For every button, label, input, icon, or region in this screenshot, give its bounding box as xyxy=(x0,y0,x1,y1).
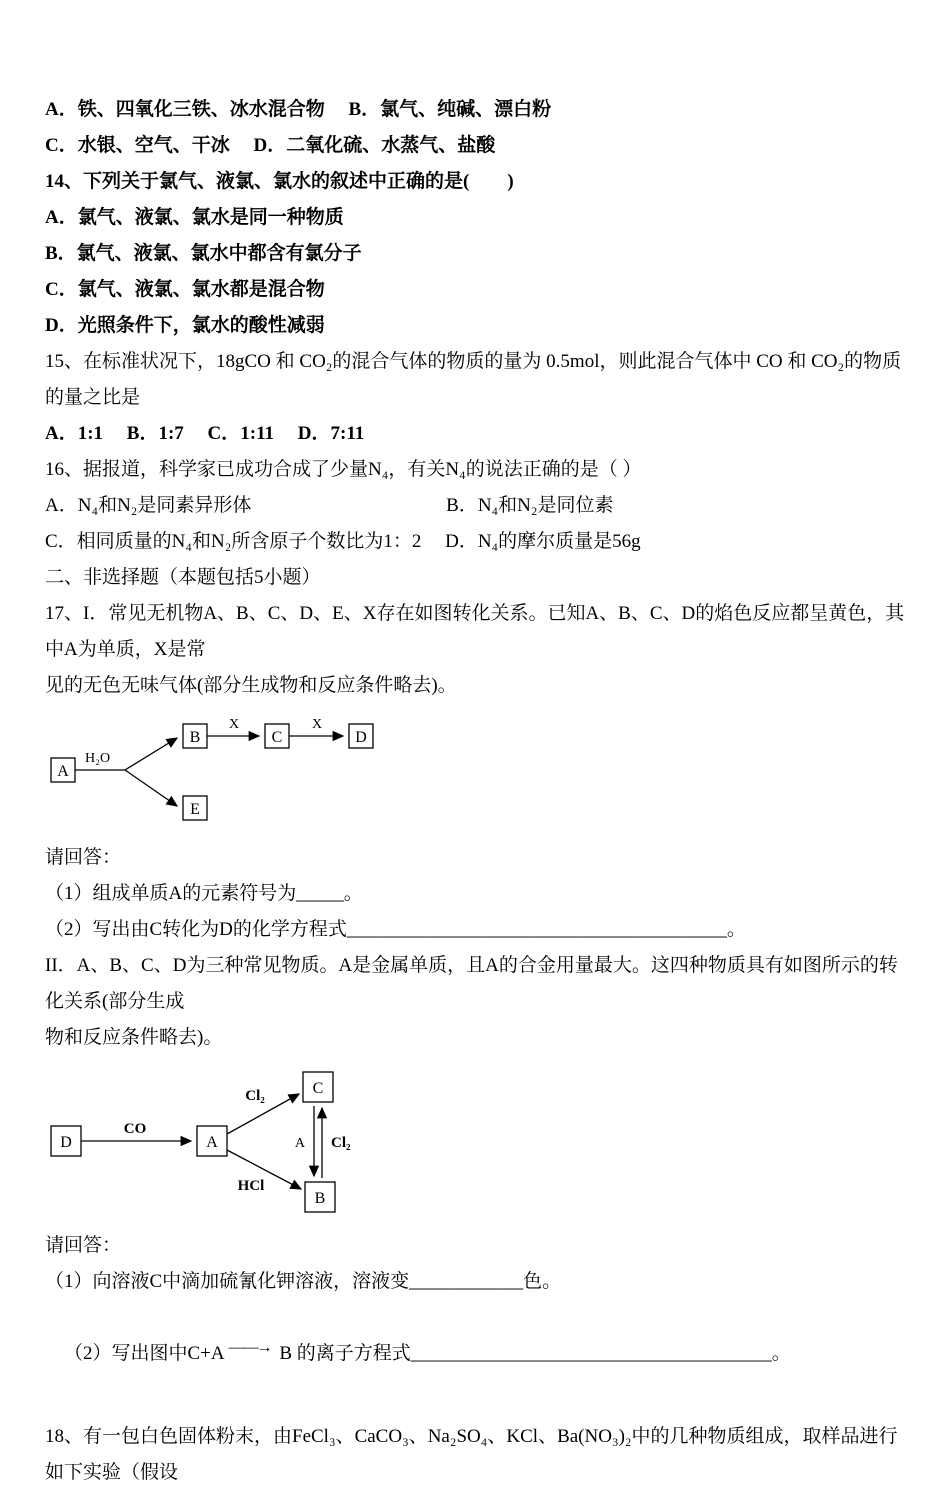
diagram-17-i xyxy=(45,712,912,834)
options-16-cd: C．相同质量的N₄和N₂所含原子个数比为1：2 D．N₄的摩尔质量是56g xyxy=(45,531,641,552)
q17-ii-2-prefix: （2）写出图中C+A xyxy=(64,1343,225,1364)
options-16-ab: A．N₄和N₂是同素异形体 B．N₄和N₂是同位素 xyxy=(45,495,614,516)
options-15: A．1:1 B．1:7 C．1:11 D．7:11 xyxy=(45,423,365,444)
option-14-b: B．氯气、液氯、氯水中都含有氯分子 xyxy=(45,243,362,264)
options-13-ab: A．铁、四氧化三铁、冰水混合物 B．氯气、纯碱、漂白粉 xyxy=(45,99,552,120)
question-15-stem: 15、在标准状况下，18gCO 和 CO₂的混合气体的物质的量为 0.5mol，则此混合气体中 CO 和 CO₂的物质的量之比是 xyxy=(45,351,902,408)
question-16-stem: 16、据报道，科学家已成功合成了少量N₄，有关N₄的说法正确的是（ ） xyxy=(45,459,642,480)
q17-ii-blank-1: （1）向溶液C中滴加硫氰化钾溶液，溶液变____________色。 xyxy=(45,1271,562,1292)
option-14-c: C．氯气、液氯、氯水都是混合物 xyxy=(45,279,325,300)
label-cl2-top: Cl₂ xyxy=(245,1088,265,1104)
question-17-ii-stem-1: II．A、B、C、D为三种常见物质。A是金属单质，且A的合金用量最大。这四种物质具有如图所示的转化关系(部分生成 xyxy=(45,955,898,1012)
box-c-label: C xyxy=(271,729,283,746)
arrow-to-e xyxy=(125,770,177,806)
arrow-to-b xyxy=(125,738,177,770)
box-e-label: E xyxy=(190,801,200,818)
q17-i-blank-2: （2）写出由C转化为D的化学方程式________________________________________。 xyxy=(45,919,746,940)
q17-i-answer-prompt: 请回答： xyxy=(45,847,122,868)
question-17-ii-stem-2: 物和反应条件略去)。 xyxy=(45,1027,223,1048)
q17-ii-answer-prompt: 请回答： xyxy=(45,1235,122,1256)
box-d2-label: D xyxy=(60,1134,72,1151)
label-h2o: H₂O xyxy=(85,751,111,766)
box-b2-label: B xyxy=(314,1190,326,1207)
q17-ii-2-suffix: B 的离子方程式______________________________________。 xyxy=(274,1343,791,1364)
reaction-arrow: ——→ xyxy=(228,1339,271,1356)
label-x1: X xyxy=(228,717,240,732)
box-a-label: A xyxy=(57,763,69,780)
option-14-d: D．光照条件下，氯水的酸性减弱 xyxy=(45,315,325,336)
question-14-stem: 14、下列关于氯气、液氯、氯水的叙述中正确的是( ) xyxy=(45,171,514,192)
question-18-stem: 18、有一包白色固体粉末，由FeCl₃、CaCO₃、Na₂SO₄、KCl、Ba(NO₃)₂中的几种物质组成，取样品进行如下实验（假设 xyxy=(45,1426,898,1483)
label-co: CO xyxy=(123,1121,147,1137)
label-hcl: HCl xyxy=(237,1178,265,1194)
section-2-heading: 二、非选择题（本题包括5小题） xyxy=(45,567,321,588)
question-17-i-stem-2: 见的无色无味气体(部分生成物和反应条件略去)。 xyxy=(45,675,457,696)
question-17-i-stem-1: 17、I．常见无机物A、B、C、D、E、X存在如图转化关系。已知A、B、C、D的焰色反应都呈黄色，其中A为单质，X是常 xyxy=(45,603,905,660)
label-x2: X xyxy=(311,717,323,732)
label-a-mid: A xyxy=(294,1136,305,1151)
box-b-label: B xyxy=(189,729,201,746)
box-a2-label: A xyxy=(206,1134,218,1151)
label-cl2-right: Cl₂ xyxy=(331,1135,351,1151)
q17-i-blank-1: （1）组成单质A的元素符号为_____。 xyxy=(45,883,363,904)
box-d-label: D xyxy=(355,729,367,746)
diagram-17-ii xyxy=(45,1064,912,1222)
q17-ii-blank-2 xyxy=(45,1300,912,1409)
box-c2-label: C xyxy=(312,1080,324,1097)
option-14-a: A．氯气、液氯、氯水是同一种物质 xyxy=(45,207,344,228)
options-13-cd: C．水银、空气、干冰 D．二氧化硫、水蒸气、盐酸 xyxy=(45,135,496,156)
